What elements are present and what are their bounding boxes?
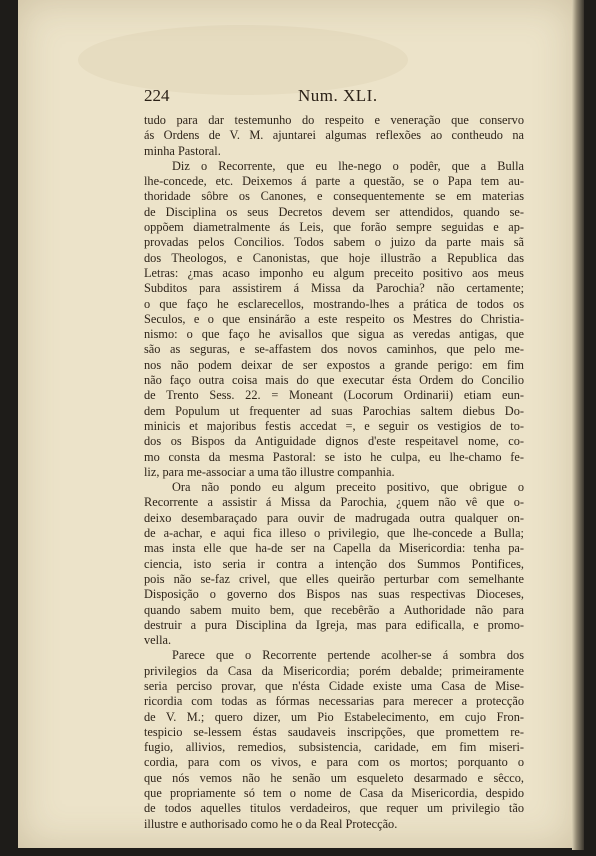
text-line: nismo: o que faço he avisallos que sigua as veredas antigas, que xyxy=(144,327,524,342)
text-line: Diz o Recorrente, que eu lhe-nego o podêr, que a Bulla xyxy=(172,158,524,173)
text-line: ás Ordens de V. M. ajuntarei algumas reflexões ao contheudo na xyxy=(144,128,524,143)
text-line: seria perciso provar, que n'ésta Cidade existe uma Casa de Mise- xyxy=(144,678,524,693)
text-line: Letras: ¿mas acaso imponho eu algum preceito positivo aos meus xyxy=(144,265,524,280)
text-line: nos não podem deixar de ser expostos a grande perigo: em fim xyxy=(144,357,524,372)
text-line: de a-achar, e aqui fica illeso o privilegio, que lhe-concede a Bulla; xyxy=(144,526,524,541)
body-text xyxy=(144,113,524,832)
text-line: thoridade sôbre os Canones, e consequentemente se em materias xyxy=(144,189,524,204)
text-line: privilegios da Casa da Misericordia; porém debalde; primeiramente xyxy=(144,663,524,678)
text-line: de todos aquelles titulos verdadeiros, que requer um privilegio tão xyxy=(144,801,524,816)
text-line: ricordia com todas as fórmas necessarias para merecer a protecção xyxy=(144,694,524,709)
text-line: cordia, para com os vivos, e para com os mortos; porquanto o xyxy=(144,755,524,770)
text-line: pois não se-faz crivel, que elles queirão perturbar com semelhante xyxy=(144,571,524,586)
text-line: mas insta elle que ha-de ser na Capella da Misericordia: tenha pa- xyxy=(144,541,524,556)
text-line: liz, para me-associar a uma tão illustre companhia. xyxy=(144,464,395,479)
text-line: oppõem diametralmente ás Leis, que forão sempre seguidas e ap- xyxy=(144,220,524,235)
text-line: lhe-concede, etc. Deixemos á parte a questão, se o Papa tem au- xyxy=(144,174,524,189)
text-line: Ora não pondo eu algum preceito positivo, que obrigue o xyxy=(172,480,524,495)
text-line: dos Theologos, e Canonistas, que hoje illustrão a Republica das xyxy=(144,250,524,265)
text-line: mo consta da mesma Pastoral: se isto he culpa, eu lhe-chamo fe- xyxy=(144,449,524,464)
text-line: dem Populum ut frequenter ad suas Parochias saltem diebus Do- xyxy=(144,403,524,418)
text-line: que nós vemos não he senão um esqueleto desarmado e sêcco, xyxy=(144,770,524,785)
text-line: deixo desembaraçado para ouvir de madrugada outra qualquer on- xyxy=(144,510,524,525)
text-line: não faço outra coisa mais do que executar ésta Ordem do Concilio xyxy=(144,373,524,388)
text-line: minicis et majoribus festis accedat =, e seguir os vestigios de to- xyxy=(144,418,524,433)
text-line: são as seguras, e se-affastem dos novos caminhos, que pelo me- xyxy=(144,342,524,357)
text-line: destruir a pura Disciplina da Igreja, mas para edificalla, e promo- xyxy=(144,617,524,632)
page-edge-shadow xyxy=(572,0,584,850)
text-line: tudo para dar testemunho do respeito e veneração que conservo xyxy=(144,113,524,127)
text-line: fugio, allivios, remedios, subsistencia, caridade, em fim miseri- xyxy=(144,740,524,755)
text-line: Parece que o Recorrente pertende acolher-se á sombra dos xyxy=(172,648,524,663)
text-line: Seculos, e o que ensinárão a este respeito os Mestres do Christia- xyxy=(144,311,524,326)
text-line: vella. xyxy=(144,633,172,648)
text-line: de Disciplina os seus Decretos devem ser attendidos, quando se- xyxy=(144,204,524,219)
text-line: Recorrente a assistir á Missa da Parochia, ¿quem não vê que o- xyxy=(144,495,524,510)
text-line: dos os Bispos da Antiguidade dignos d'este respeitavel nome, co- xyxy=(144,434,524,449)
text-line: de V. M.; quero dizer, um Pio Estabelecimento, em cujo Fron- xyxy=(144,709,524,724)
text-line: ciencia, isto seria ir contra a intenção dos Summos Pontifices, xyxy=(144,556,524,571)
text-line: provadas pelos Concilios. Todos sabem o juizo da parte mais sã xyxy=(144,235,524,250)
page-number: 224 xyxy=(144,86,170,105)
text-line: que propriamente só tem o nome de Casa da Misericordia, despido xyxy=(144,786,524,801)
text-line: tespicio se-lessem éstas saudaveis inscripções, que promettem re- xyxy=(144,724,524,739)
text-line: quando sabem muito bem, que recebêrão a Authoridade não para xyxy=(144,602,524,617)
text-line: illustre e authorisado como he o da Real Protecção. xyxy=(144,816,398,831)
running-title: Num. XLI. xyxy=(298,86,378,105)
text-line: minha Pastoral. xyxy=(144,143,221,158)
paper-stain xyxy=(78,25,408,95)
page-header xyxy=(110,86,522,112)
text-line: o que faço he esclarecellos, mostrando-lhes a prática de todos os xyxy=(144,296,524,311)
text-line: Subditos para assistirem á Missa da Parochia? não certamente; xyxy=(144,281,524,296)
text-line: de Trento Sess. 22. = Moneant (Locorum Ordinarii) etiam eun- xyxy=(144,388,524,403)
text-line: Disposição o governo dos Bispos nas suas respectivas Dioceses, xyxy=(144,587,524,602)
